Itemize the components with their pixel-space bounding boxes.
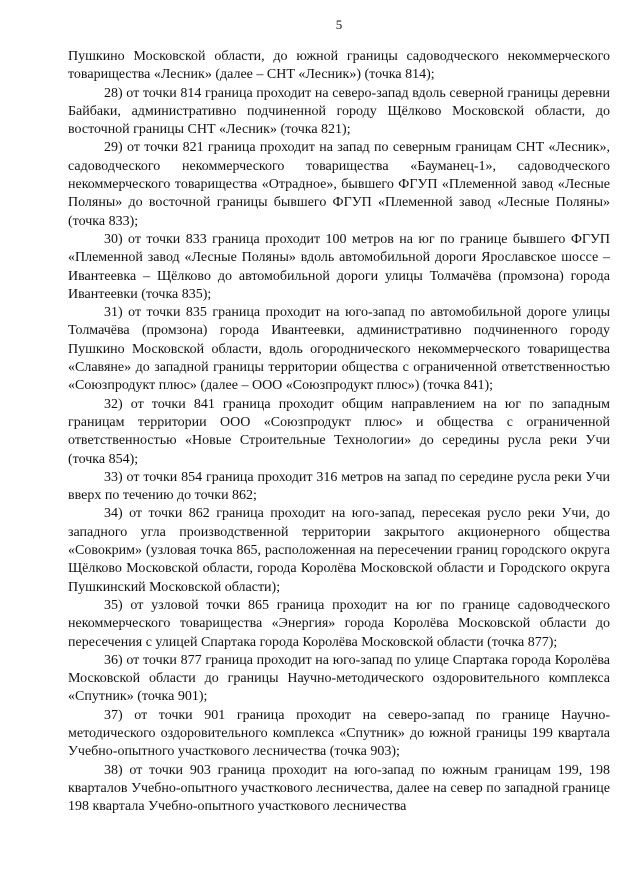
paragraph-35: 35) от узловой точки 865 граница проходит на юг по границе садоводческого некоммерческого товарищества «Энергия» города Королёва Московской области до пересечения с улицей Спартака города Королёва Московской области (точка 877); <box>68 597 610 650</box>
paragraph-30: 30) от точки 833 граница проходит 100 метров на юг по границе бывшего ФГУП «Племенной завод «Лесные Поляны» вдоль автомобильной дороги Ярославское шоссе – Ивантеевка – Щёлково до автомобильной дороги улицы Толмачёва (промзона) города Ивантеевки (точка 835); <box>68 231 610 302</box>
paragraph-28: 28) от точки 814 граница проходит на северо-запад вдоль северной границы деревни Байбаки, административно подчиненной городу Щёлково Московской области, до восточной границы СНТ «Лесник» (точка 821); <box>68 85 610 138</box>
paragraph-33: 33) от точки 854 граница проходит 316 метров на запад по середине русла реки Учи вверх по течению до точки 862; <box>68 469 610 504</box>
paragraph-37: 37) от точки 901 граница проходит на северо-запад по границе Научно-методического оздоровительного комплекса «Спутник» до южной границы 199 квартала Учебно-опытного участкового лесничества (точка 903); <box>68 707 610 760</box>
paragraph-32: 32) от точки 841 граница проходит общим направлением на юг по западным границам территории ООО «Союзпродукт плюс» и общества с ограниченной ответственностью «Новые Строительные Технологии» до середины русла реки Учи (точка 854); <box>68 396 610 467</box>
paragraph-29: 29) от точки 821 граница проходит на запад по северным границам СНТ «Лесник», садоводческого некоммерческого товарищества «Бауманец-1», садоводческого некоммерческого товарищества «Отрадное», бывшего ФГУП «Племенной завод «Лесные Поляны» до восточной границы бывшего ФГУП «Племенной завод «Лесные Поляны» (точка 833); <box>68 140 610 229</box>
paragraph-38: 38) от точки 903 граница проходит на юго-запад по южным границам 199, 198 кварталов Учебно-опытного участкового лесничества, далее на север по западной границе 198 квартала Учебно-опытного участкового лесничества <box>68 762 610 815</box>
paragraph-36: 36) от точки 877 граница проходит на юго-запад по улице Спартака города Королёва Московской области до границы Научно-методического оздоровительного комплекса «Спутник» (точка 901); <box>68 652 610 705</box>
paragraph-31: 31) от точки 835 граница проходит на юго-запад по автомобильной дороге улицы Толмачёва (промзона) города Ивантеевки, административно подчиненного городу Пушкино Московской области, вдоль огороднического некоммерческого товарищества «Славяне» до западной границы территории общества с ограниченной ответственностью «Союзпродукт плюс» (далее – ООО «Союзпродукт плюс») (точка 841); <box>68 305 610 394</box>
paragraph-continuation: Пушкино Московской области, до южной границы садоводческого некоммерческого товарищества «Лесник» (далее – СНТ «Лесник») (точка 814); <box>68 49 610 83</box>
page-number: 5 <box>335 17 343 32</box>
paragraph-34: 34) от точки 862 граница проходит на юго-запад, пересекая русло реки Учи, до западного угла производственной территории закрытого акционерного общества «Совокрим» (узловая точка 865, расположенная на пересечении границ городского округа Щёлково Московской области, города Королёва Московской области и Городского округа Пушкинский Московской области); <box>68 506 610 595</box>
